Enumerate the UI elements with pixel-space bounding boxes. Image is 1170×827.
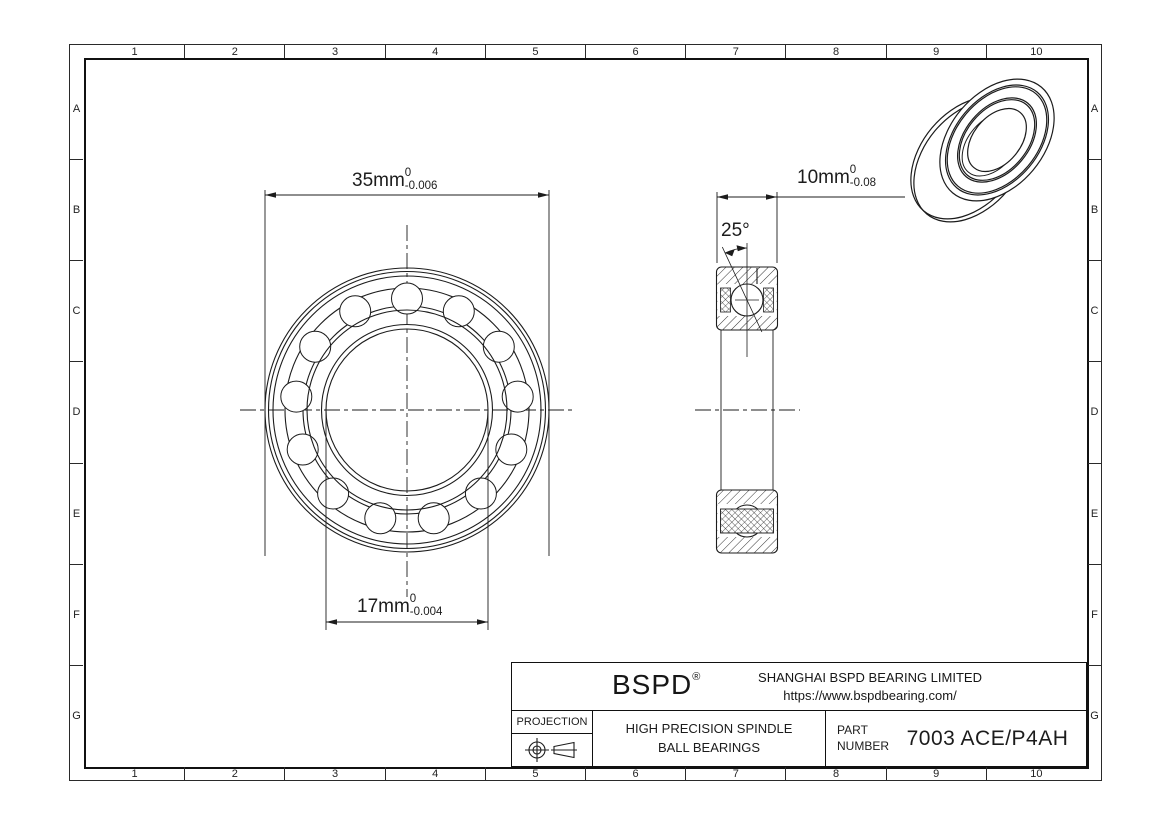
dim-value: 35mm [352, 170, 405, 191]
title-block-detail-row [512, 711, 1086, 766]
grid-column-label: 9 [887, 45, 987, 58]
grid-row-label: E [1088, 464, 1101, 565]
company-info [710, 669, 1030, 704]
grid-row-label: G [1090, 709, 1099, 722]
part-label-line2: NUMBER [837, 738, 890, 753]
grid-column-label: 10 [1030, 767, 1043, 780]
grid-column-label: 1 [85, 767, 185, 780]
grid-column-label: 8 [786, 767, 886, 780]
projection-label: PROJECTION [512, 711, 592, 734]
grid-row-label: A [70, 59, 83, 160]
grid-column-label: 5 [486, 767, 586, 780]
tol-lower: -0.004 [409, 605, 443, 618]
grid-row-label: C [1088, 261, 1101, 362]
tol-lower: -0.006 [404, 179, 438, 192]
tol-upper: 0 [849, 164, 857, 176]
logo-text: BSPD [612, 669, 693, 700]
grid-column-label: 10 [1030, 45, 1043, 58]
tol-upper: 0 [404, 167, 412, 179]
grid-column-label: 4 [386, 45, 486, 58]
company-website: https://www.bspdbearing.com/ [783, 687, 957, 703]
projection-cell [512, 711, 593, 766]
grid-row-label: C [70, 261, 83, 362]
part-number-cell [826, 711, 1086, 766]
grid-row-label: B [1088, 160, 1101, 261]
grid-column-label: 5 [486, 45, 586, 58]
part-number-value: 7003 ACE/P4AH [906, 726, 1069, 750]
grid-column-label: 8 [786, 45, 886, 58]
tol-lower: -0.08 [849, 176, 877, 189]
cage-section-right [764, 288, 774, 312]
grid-row-label: G [72, 709, 81, 722]
label-width [797, 164, 877, 190]
title-block [511, 662, 1087, 767]
product-line1: HIGH PRECISION SPINDLE [625, 721, 793, 737]
grid-row-label: B [70, 160, 83, 261]
company-name: SHANGHAI BSPD BEARING LIMITED [758, 670, 982, 685]
tol-upper: 0 [409, 593, 417, 605]
product-line2: BALL BEARINGS [657, 739, 761, 755]
grid-row-label: D [1088, 362, 1101, 463]
label-bore-diameter [357, 593, 443, 619]
grid-row-label: E [70, 464, 83, 565]
grid-column-label: 3 [285, 767, 385, 780]
grid-column-label: 4 [386, 767, 486, 780]
cage-section-left [721, 288, 731, 312]
grid-row-label: F [70, 565, 83, 666]
section-view [695, 267, 800, 553]
registered-mark: ® [692, 671, 702, 683]
company-logo [612, 669, 701, 701]
part-label-line1: PART [837, 722, 868, 737]
dim-value: 10mm [797, 167, 850, 188]
grid-column-label: 9 [887, 767, 987, 780]
isometric-view [888, 57, 1078, 244]
grid-column-label: 1 [85, 45, 185, 58]
label-contact-angle: 25° [721, 220, 750, 241]
front-view [240, 225, 575, 597]
grid-column-label: 7 [686, 767, 786, 780]
grid-column-label: 6 [586, 45, 686, 58]
grid-column-label: 3 [285, 45, 385, 58]
part-number-label [837, 723, 889, 754]
grid-column-label: 2 [185, 767, 285, 780]
dim-value: 17mm [357, 596, 410, 617]
grid-row-label: A [1088, 59, 1101, 160]
grid-row-label: D [70, 362, 83, 463]
product-description [593, 711, 826, 766]
first-angle-projection-icon [512, 734, 592, 766]
label-outer-diameter [352, 167, 438, 193]
title-block-company-row [512, 663, 1086, 711]
cage-section-band [721, 509, 774, 533]
grid-column-label: 2 [185, 45, 285, 58]
grid-row-label: F [1088, 565, 1101, 666]
grid-column-label: 6 [586, 767, 686, 780]
grid-column-label: 7 [686, 45, 786, 58]
